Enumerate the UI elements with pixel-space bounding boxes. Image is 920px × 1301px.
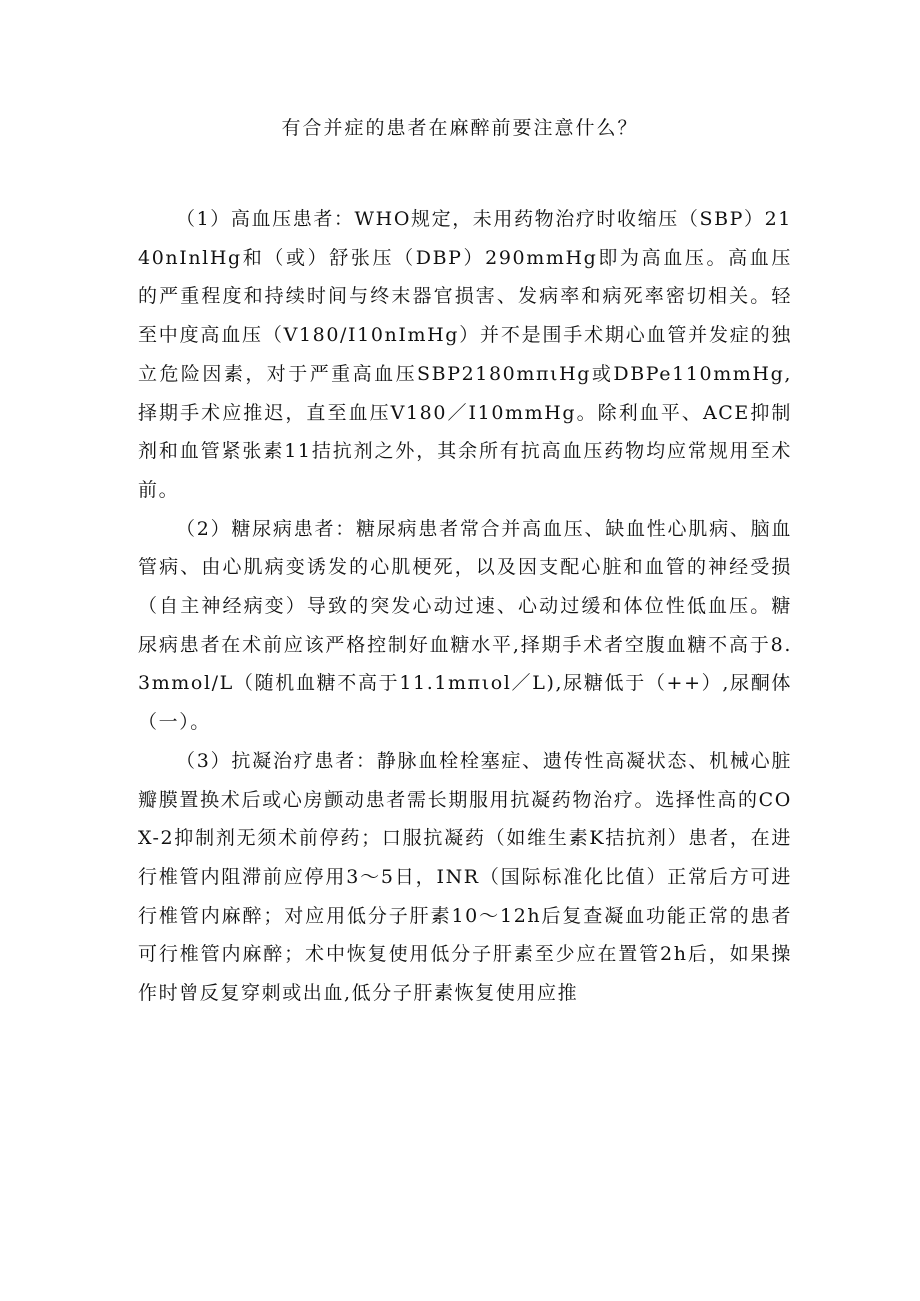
paragraph-diabetes: （2）糖尿病患者：糖尿病患者常合并高血压、缺血性心肌病、脑血管病、由心肌病变诱发的心肌梗死，以及因支配心脏和血管的神经受损（自主神经病变）导致的突发心动过速、心动过缓和体位性低血压。糖尿病患者在术前应该严格控制好血糖水平,择期手术者空腹血糖不高于8.3mmol/L（随机血糖不高于11.1mπιol／L),尿糖低于（++）,尿酮体（一）。 <box>138 517 792 734</box>
paragraph-hypertension: （1）高血压患者：WHO规定，未用药物治疗时收缩压（SBP）2140nInlHg和（或）舒张压（DBP）290mmHg即为高血压。高血压的严重程度和持续时间与终末器官损害、发病率和病死率密切相关。轻至中度高血压（V180/I10nImHg）并不是围手术期心血管并发症的独立危险因素，对于严重高血压SBP2180mπιHg或DBPe110mmHg,择期手术应推迟，直至血压V180／I10mmHg。除利血平、ACE抑制剂和血管紧张素11拮抗剂之外，其余所有抗高血压药物均应常规用至术前。 <box>138 208 792 501</box>
document-body <box>138 200 792 1013</box>
document-title: 有合并症的患者在麻醉前要注意什么？ <box>281 117 639 139</box>
paragraph-anticoagulation: （3）抗凝治疗患者：静脉血栓栓塞症、遗传性高凝状态、机械心脏瓣膜置换术后或心房颤动患者需长期服用抗凝药物治疗。选择性高的COX-2抑制剂无须术前停药；口服抗凝药（如维生素K拮抗剂）患者，在进行椎管内阻滞前应停用3～5日，INR（国际标准化比值）正常后方可进行椎管内麻醉；对应用低分子肝素10～12h后复查凝血功能正常的患者可行椎管内麻醉；术中恢复使用低分子肝素至少应在置管2h后，如果操作时曾反复穿刺或出血,低分子肝素恢复使用应推 <box>138 749 792 1005</box>
